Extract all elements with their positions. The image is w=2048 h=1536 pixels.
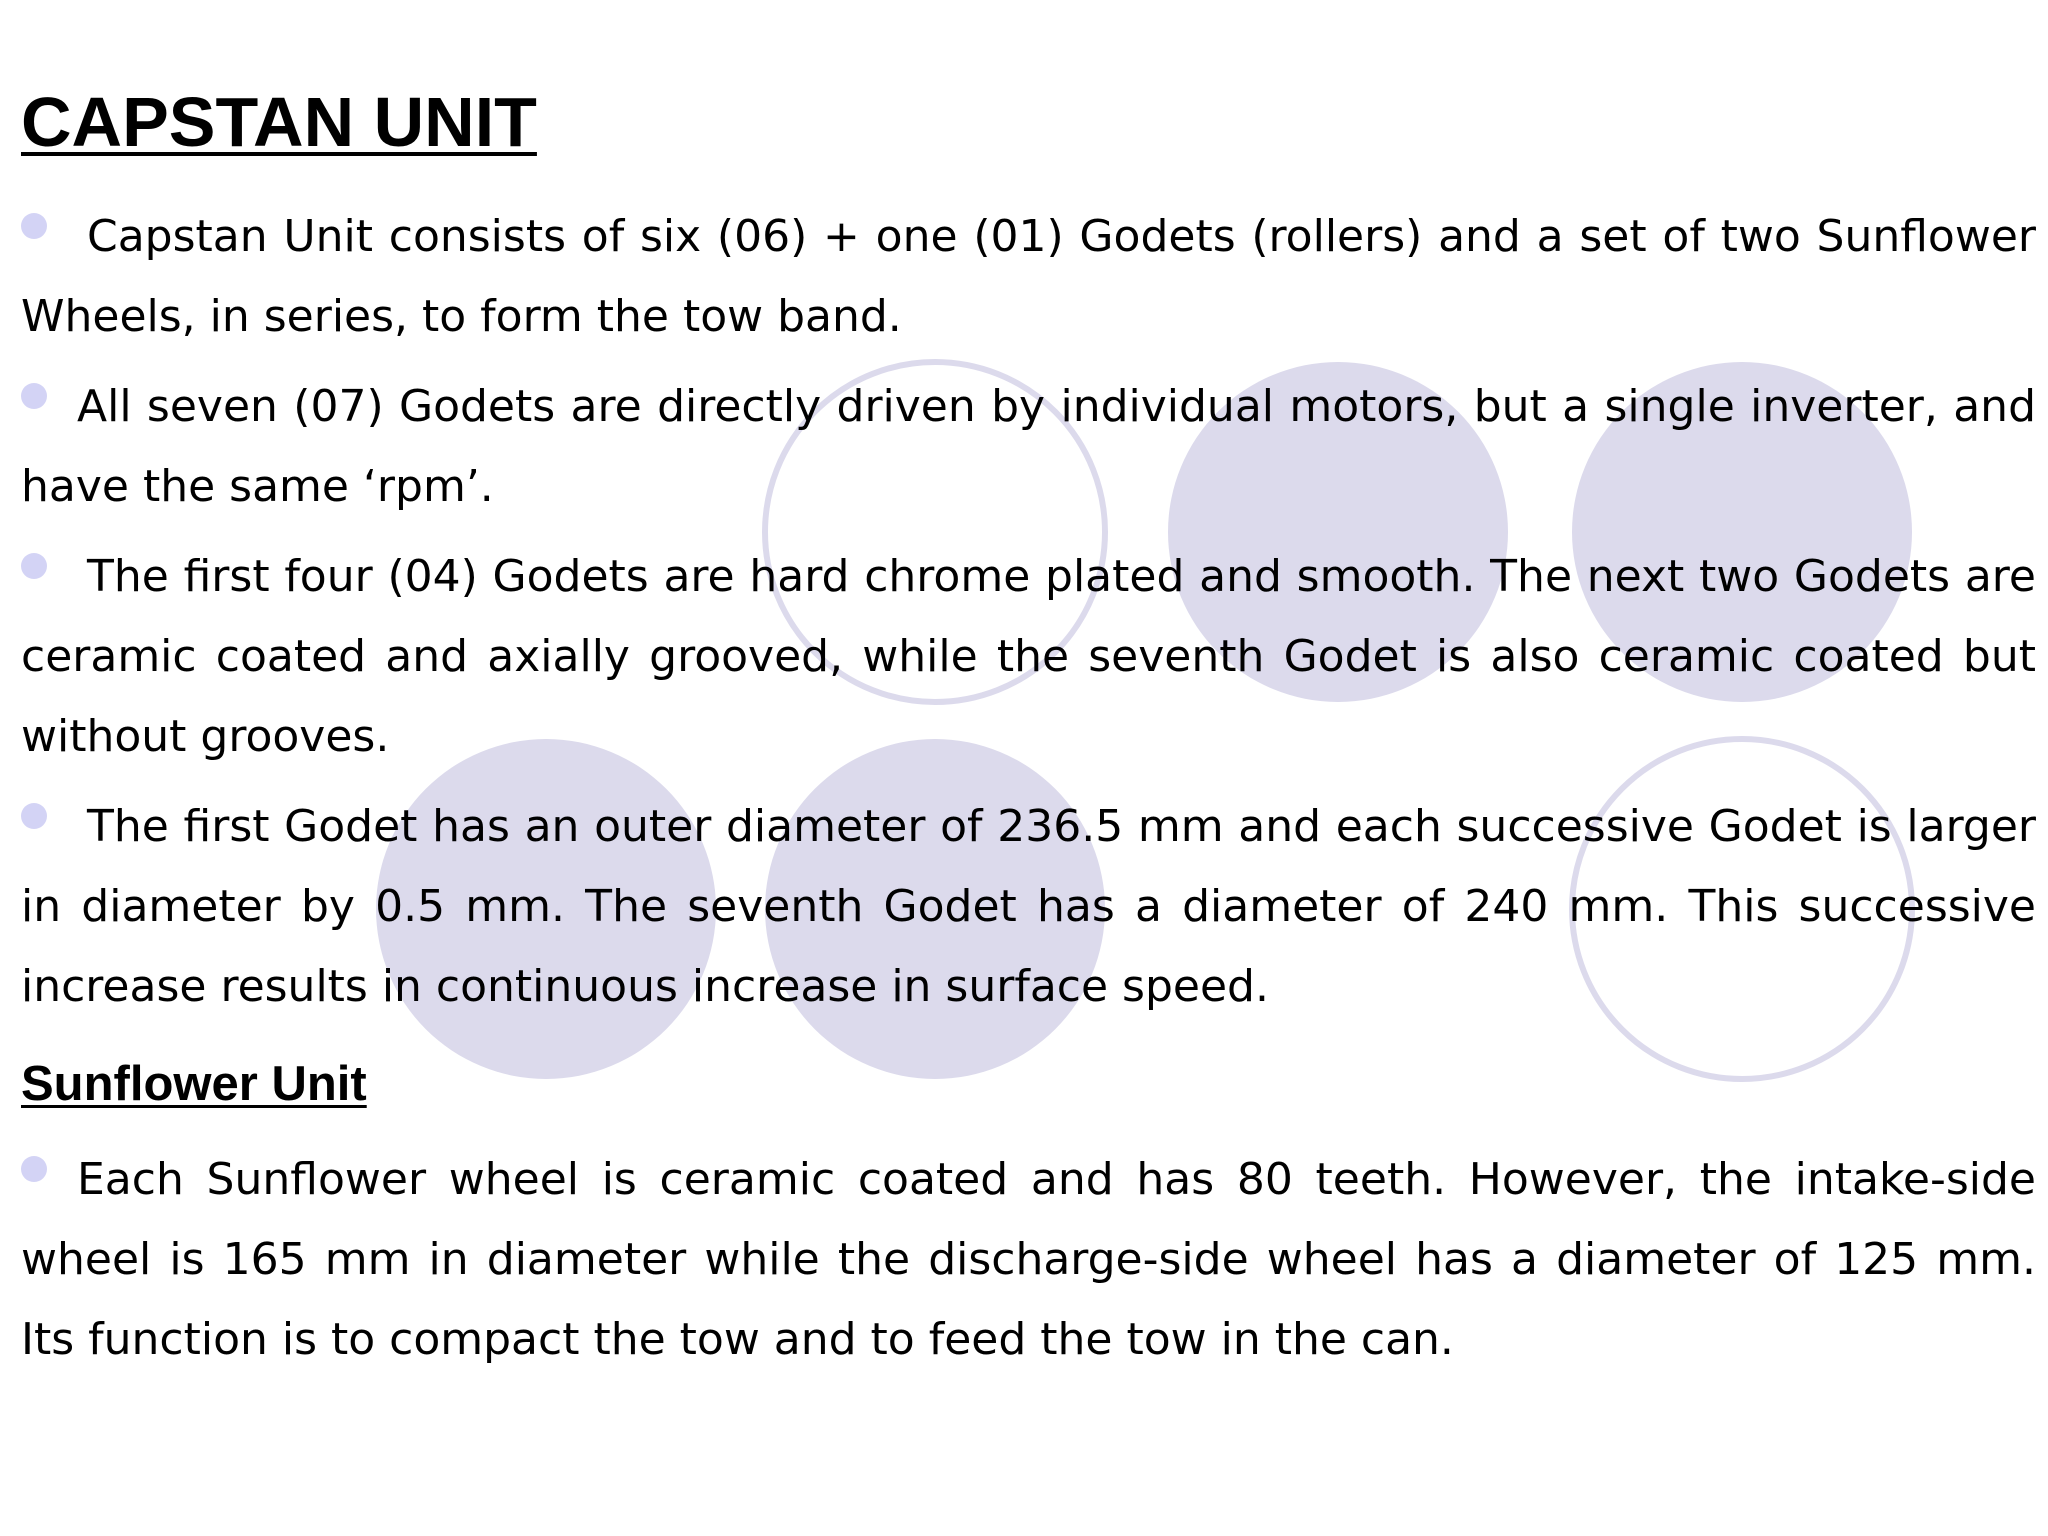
bullet-dot-icon (21, 213, 47, 239)
bullet-item (21, 787, 2036, 1027)
bullet-item (21, 537, 2036, 777)
bullet-item (21, 197, 2036, 357)
bullet-item (21, 1140, 2036, 1380)
bullet-text: Capstan Unit consists of six (06) + one (01) Godets (rollers) and a set of two Sunflower Wheels, in series, to form the tow band. (21, 211, 2036, 342)
bullet-text: Each Sunflower wheel is ceramic coated and has 80 teeth. However, the intake-side wheel is 165 mm in diameter while the discharge-side wheel has a diameter of 125 mm. Its function is to compact the tow and to feed the tow in the can. (21, 1154, 2036, 1365)
bullet-dot-icon (21, 553, 47, 579)
section-subheading: Sunflower Unit (21, 1057, 367, 1111)
bullet-text: The first four (04) Godets are hard chrome plated and smooth. The next two Godets are ceramic coated and axially grooved, while the seventh Godet is also ceramic coated but without grooves. (21, 551, 2036, 762)
bullet-dot-icon (21, 1156, 47, 1182)
slide-title: CAPSTAN UNIT (21, 83, 537, 161)
bullet-text: All seven (07) Godets are directly driven by individual motors, but a single inverter, and have the same ‘rpm’. (21, 381, 2036, 512)
bullet-item (21, 367, 2036, 527)
bullet-dot-icon (21, 383, 47, 409)
bullet-dot-icon (21, 803, 47, 829)
bullet-text: The first Godet has an outer diameter of 236.5 mm and each successive Godet is larger in diameter by 0.5 mm. The seventh Godet has a diameter of 240 mm. This successive increase results in continuous increase in surface speed. (21, 801, 2036, 1012)
